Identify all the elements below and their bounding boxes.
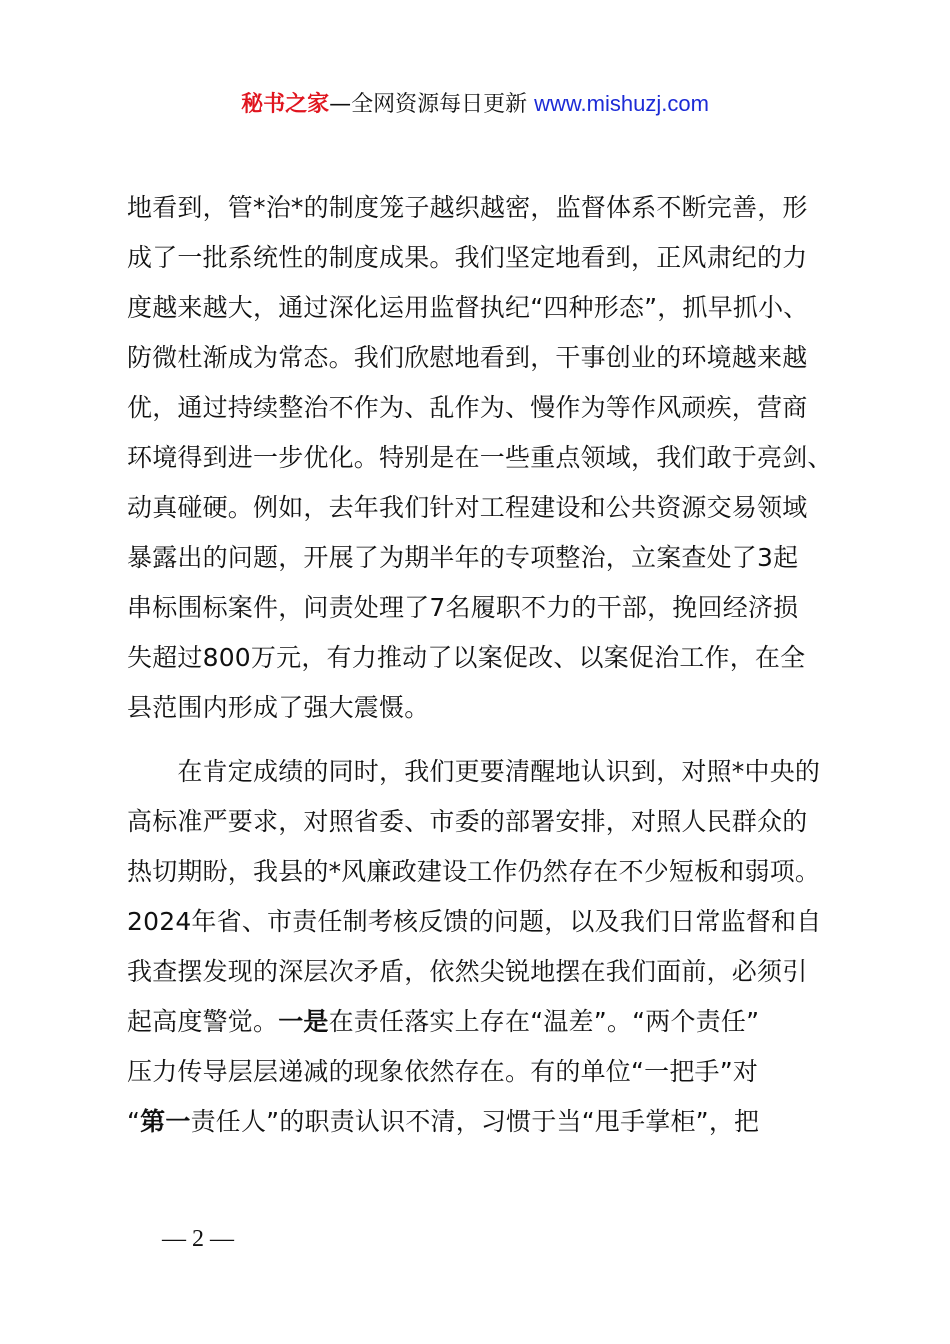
text-line: 环境得到进一步优化。特别是在一些重点领域，我们敢于亮剑、 (127, 443, 833, 472)
brand-name: 秘书之家 (241, 92, 330, 117)
text-line: 成了一批系统性的制度成果。我们坚定地看到，正风肃纪的力 (127, 243, 808, 272)
text-line: 暴露出的问题，开展了为期半年的专项整治，立案查处了3起 (127, 543, 799, 572)
site-header (0, 88, 950, 121)
page-number: — 2 — (162, 1226, 234, 1252)
text-line (127, 997, 839, 1047)
text-line: 串标围标案件，问责处理了7名履职不力的干部，挽回经济损 (127, 593, 799, 622)
paragraph-1 (127, 183, 839, 733)
text-run: 起高度警觉。 (127, 1007, 279, 1036)
text-line: 防微杜渐成为常态。我们欣慰地看到，干事创业的环境越来越 (127, 343, 808, 372)
text-line: 压力传导层层递减的现象依然存在。有的单位“一把手”对 (127, 1057, 759, 1086)
text-line: 地看到，管*治*的制度笼子越织越密，监督体系不断完善，形 (127, 193, 808, 222)
text-run: “ (127, 1107, 141, 1136)
emphasis-text: 一是 (278, 1007, 329, 1036)
text-line: 在肯定成绩的同时，我们更要清醒地认识到，对照*中央的 (127, 757, 821, 786)
text-line: 2024年省、市责任制考核反馈的问题，以及我们日常监督和自 (127, 907, 822, 936)
paragraph-spacer (127, 733, 839, 747)
header-tagline: —全网资源每日更新 (329, 92, 535, 117)
text-run: 在责任落实上存在“温差”。“两个责任” (328, 1007, 760, 1036)
text-line: 热切期盼，我县的*风廉政建设工作仍然存在不少短板和弱项。 (127, 857, 821, 886)
text-line: 县范围内形成了强大震慑。 (127, 693, 430, 722)
text-line (127, 1097, 839, 1147)
paragraph-2 (127, 747, 839, 1147)
text-line: 失超过800万元，有力推动了以案促改、以案促治工作，在全 (127, 643, 806, 672)
text-line: 高标准严要求，对照省委、市委的部署安排，对照人民群众的 (127, 807, 808, 836)
text-line: 我查摆发现的深层次矛盾，依然尖锐地摆在我们面前，必须引 (127, 957, 808, 986)
text-line: 度越来越大，通过深化运用监督执纪“四种形态”，抓早抓小、 (127, 293, 809, 322)
document-body (127, 183, 839, 1147)
text-line: 动真碰硬。例如，去年我们针对工程建设和公共资源交易领域 (127, 493, 808, 522)
site-url-link[interactable]: www.mishuzj.com (534, 91, 709, 116)
emphasis-text: 第一 (140, 1107, 191, 1136)
text-run: 责任人”的职责认识不清，习惯于当“甩手掌柜”，把 (190, 1107, 760, 1136)
text-line: 优，通过持续整治不作为、乱作为、慢作为等作风顽疾，营商 (127, 393, 808, 422)
